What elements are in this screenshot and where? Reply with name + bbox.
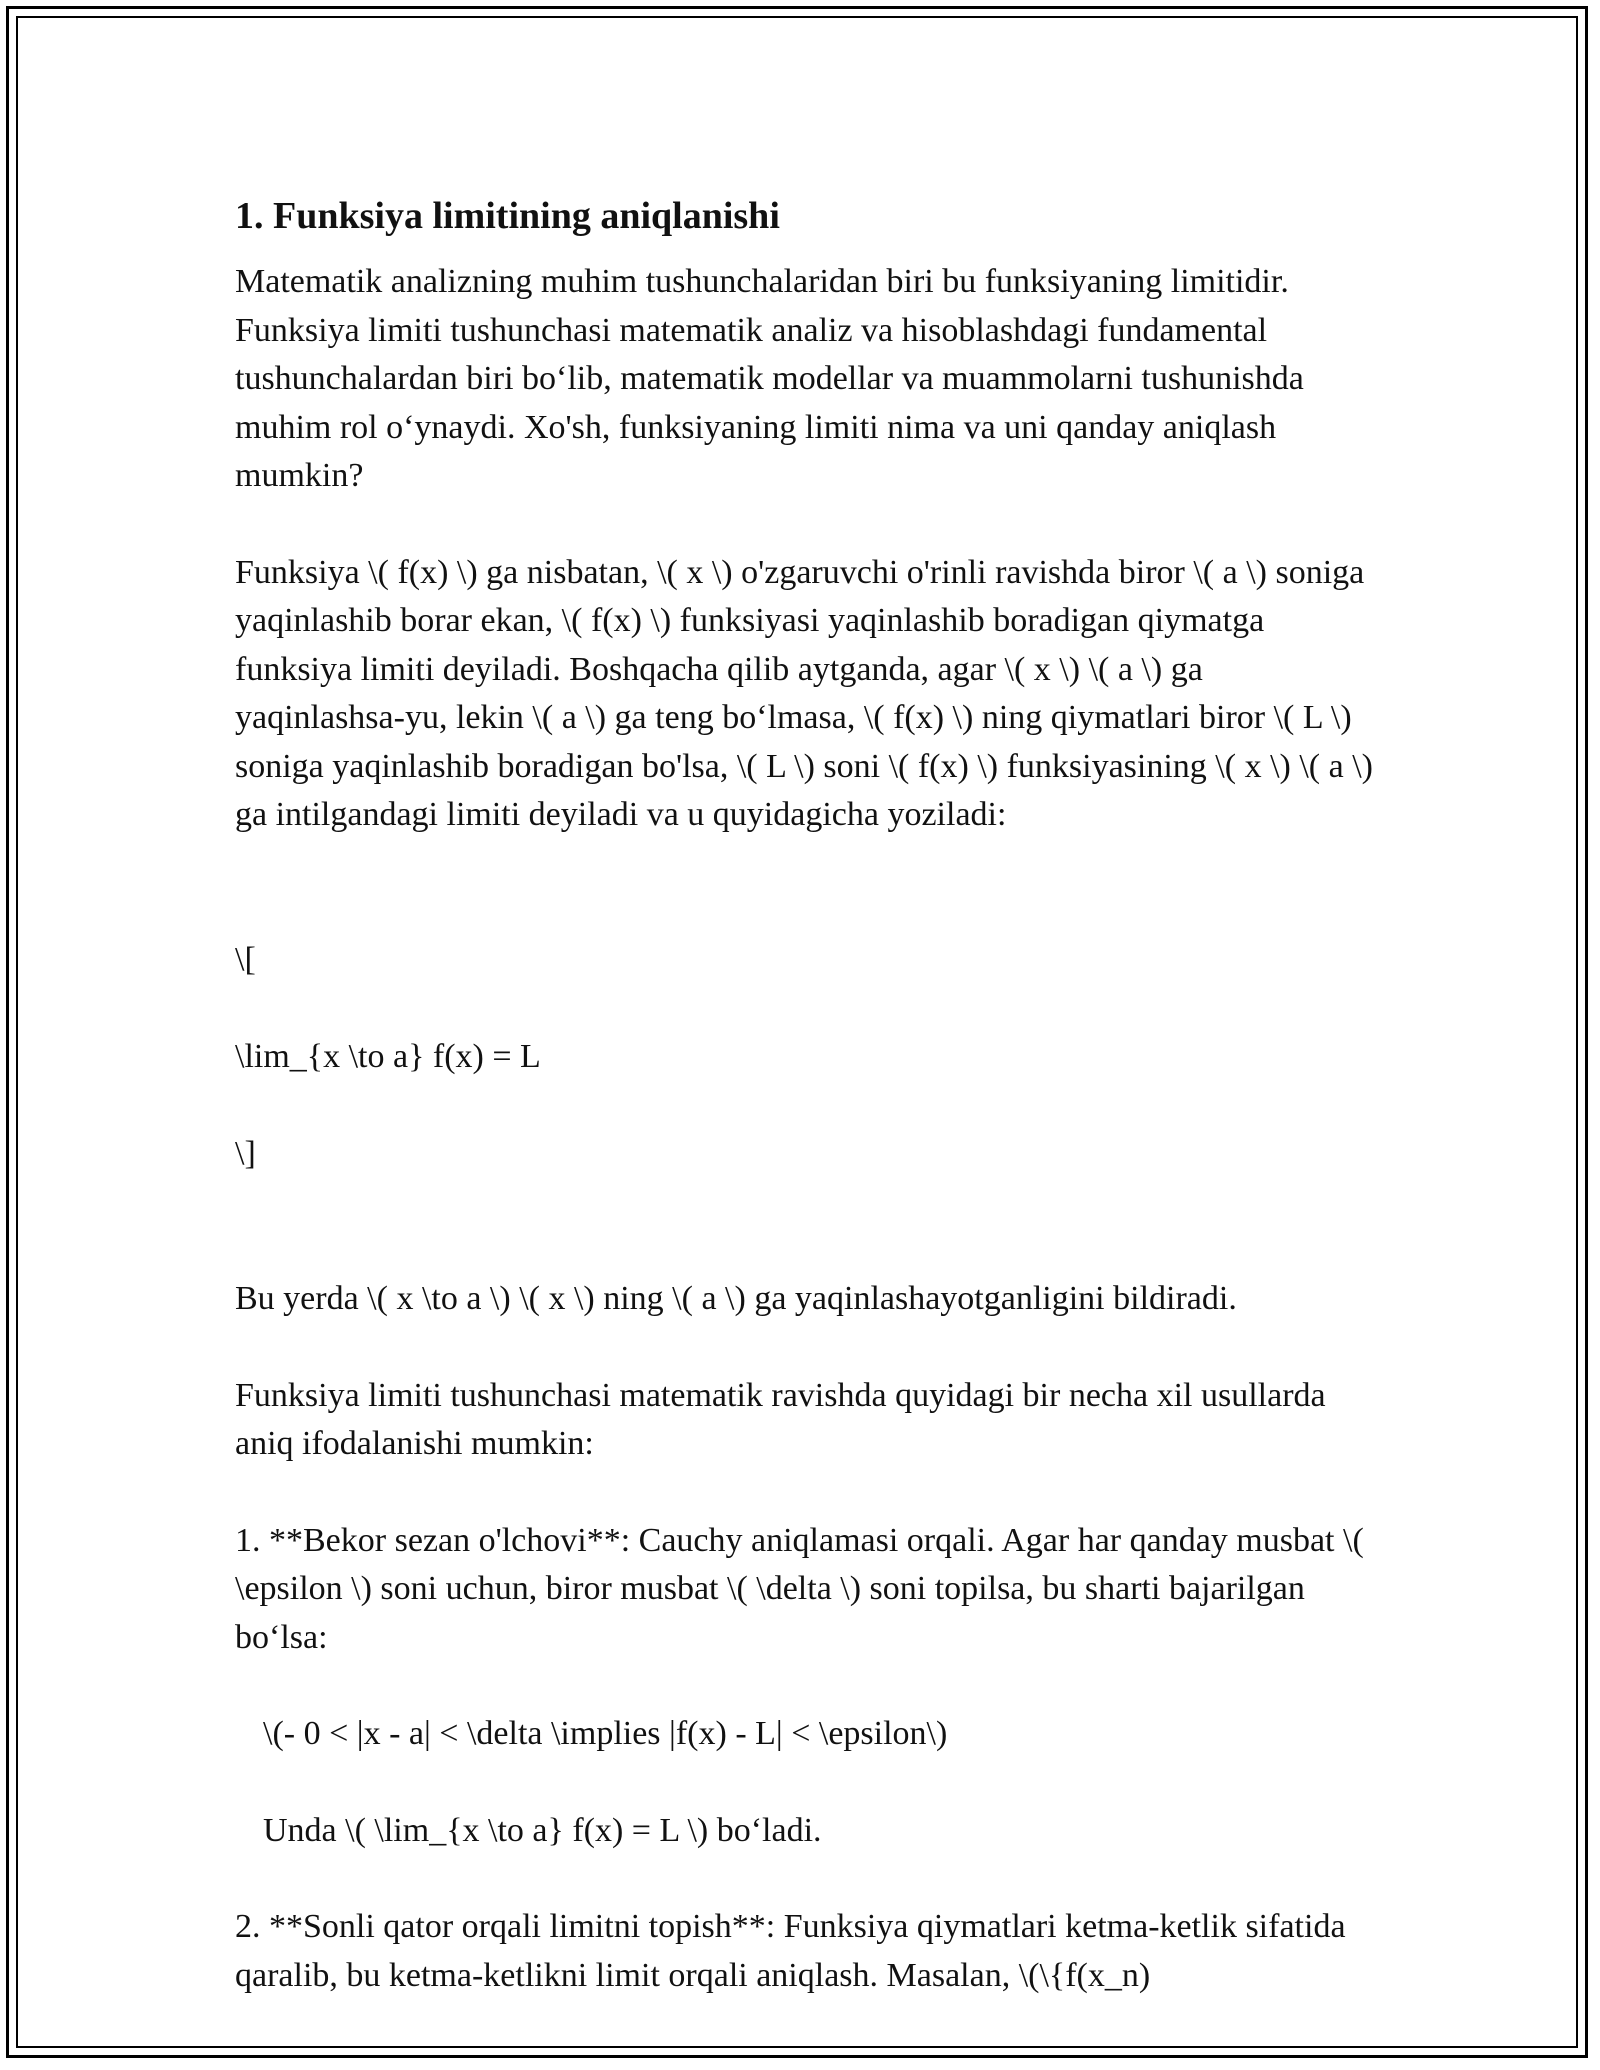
explanation-paragraph: Bu yerda \( x \to a \) \( x \) ning \( a \) ga yaqinlashayotganligini bildiradi. bbox=[235, 1280, 1237, 1317]
limit-formula-block bbox=[235, 888, 1375, 1228]
formula-body: \lim_{x \to a} f(x) = L bbox=[235, 1038, 541, 1075]
list-item-1-result: Unda \( \lim_{x \to a} f(x) = L \) bo‘ladi. bbox=[263, 1811, 822, 1849]
formula-open: \[ bbox=[235, 941, 256, 978]
formula-close: \] bbox=[235, 1135, 256, 1172]
list-item-2: 2. **Sonli qator orqali limitni topish**: Funksiya qiymatlari ketma-ketlik sifatida qaralib, bu ketma-ketlikni limit orqali aniqlash. Masalan, \(\{f(x_n) bbox=[235, 1908, 1346, 1994]
methods-intro-paragraph: Funksiya limiti tushunchasi matematik ravishda quyidagi bir necha xil usullarda aniq ifodalanishi mumkin: bbox=[235, 1376, 1326, 1462]
list-item-1: 1. **Bekor sezan o'lchovi**: Cauchy aniqlamasi orqali. Agar har qanday musbat \( \epsilon \) soni uchun, biror musbat \( \delta \) soni topilsa, bu sharti bajarilgan bo‘lsa: bbox=[235, 1521, 1364, 1656]
epsilon-delta-formula: \(- 0 < |x - a| < \delta \implies |f(x) - L| < \epsilon\) bbox=[263, 1715, 948, 1752]
section-heading: 1. Funksiya limitining aniqlanishi bbox=[235, 195, 780, 237]
definition-paragraph: Funksiya \( f(x) \) ga nisbatan, \( x \) o'zgaruvchi o'rinli ravishda biror \( a \) soniga yaqinlashib borar ekan, \( f(x) \) funksiyasi yaqinlashib boradigan qiymatga funksiya limiti deyiladi. Boshqacha qilib aytganda, agar \( x \) \( a \) ga yaqinlashsa-yu, lekin \( a \) ga teng bo‘lmasa, \( f(x) \) ning qiymatlari biror \( L \) soniga yaqinlashib boradigan bo'lsa, \( L \) soni \( f(x) \) funksiyasining \( x \) \( a \) ga intilgandagi limiti deyiladi va u quyidagicha yoziladi: bbox=[235, 553, 1373, 833]
intro-paragraph: Matematik analizning muhim tushunchalaridan biri bu funksiyaning limitidir. Funksiya limiti tushunchasi matematik analiz va hisoblashdagi fundamental tushunchalardan biri bo‘lib, matematik modellar va muammolarni tushunishda muhim rol o‘ynaydi. Xo'sh, funksiyaning limiti nima va uni qanday aniqlash mumkin? bbox=[235, 263, 1304, 494]
document-body bbox=[235, 188, 1375, 2000]
